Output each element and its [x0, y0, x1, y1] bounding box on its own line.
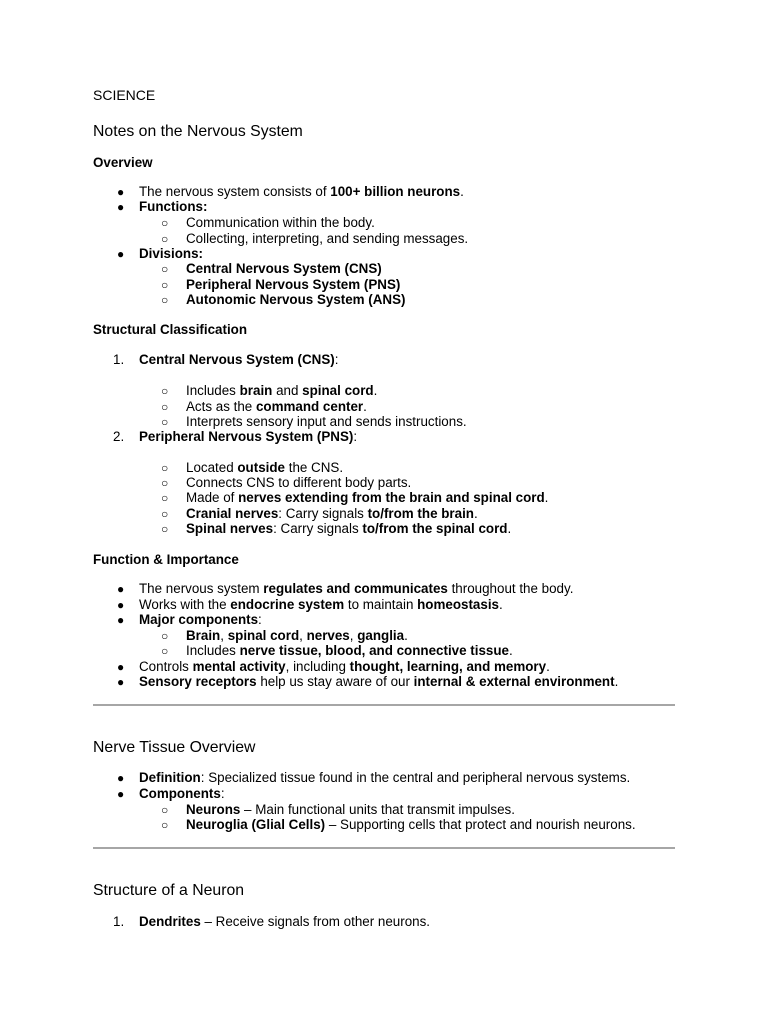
list-item: Functions:	[139, 199, 208, 214]
list-item: Autonomic Nervous System (ANS)	[186, 292, 406, 307]
circle-bullet-icon: ○	[161, 461, 169, 475]
list-item: Neurons – Main functional units that transmit impulses.	[186, 802, 515, 817]
list-item: Major components:	[139, 612, 262, 627]
list-item: Definition: Specialized tissue found in the central and peripheral nervous systems.	[139, 770, 631, 785]
list-item: Controls mental activity, including thought, learning, and memory.	[139, 659, 550, 674]
list-item: Divisions:	[139, 246, 203, 261]
list-item: Components:	[139, 786, 225, 801]
list-number: 1.	[113, 914, 125, 929]
bullet-icon: ●	[117, 660, 125, 674]
bullet-icon: ●	[117, 675, 125, 689]
list-item: Peripheral Nervous System (PNS):	[139, 429, 358, 444]
neuron-title: Structure of a Neuron	[93, 882, 245, 899]
circle-bullet-icon: ○	[161, 818, 169, 832]
circle-bullet-icon: ○	[161, 803, 169, 817]
structural-heading: Structural Classification	[93, 322, 248, 337]
bullet-icon: ●	[117, 771, 125, 785]
list-item: Neuroglia (Glial Cells) – Supporting cells that protect and nourish neurons.	[186, 817, 636, 832]
circle-bullet-icon: ○	[161, 629, 169, 643]
circle-bullet-icon: ○	[161, 216, 169, 230]
list-item: Includes brain and spinal cord.	[186, 383, 378, 398]
list-item: Cranial nerves: Carry signals to/from the brain.	[186, 506, 478, 521]
list-item: Includes nerve tissue, blood, and connective tissue.	[186, 643, 513, 658]
tissue-title: Nerve Tissue Overview	[93, 739, 256, 756]
divider	[93, 847, 675, 849]
list-item: Spinal nerves: Carry signals to/from the spinal cord.	[186, 521, 512, 536]
divider	[93, 704, 675, 706]
circle-bullet-icon: ○	[161, 293, 169, 307]
page-title: Notes on the Nervous System	[93, 123, 303, 140]
overview-heading: Overview	[93, 155, 153, 170]
circle-bullet-icon: ○	[161, 415, 169, 429]
circle-bullet-icon: ○	[161, 278, 169, 292]
circle-bullet-icon: ○	[161, 400, 169, 414]
circle-bullet-icon: ○	[161, 232, 169, 246]
list-item: Central Nervous System (CNS)	[186, 261, 382, 276]
list-item: Works with the endocrine system to maintain homeostasis.	[139, 597, 503, 612]
list-item: Connects CNS to different body parts.	[186, 475, 412, 490]
bullet-icon: ●	[117, 200, 125, 214]
list-item: Collecting, interpreting, and sending messages.	[186, 231, 469, 246]
bullet-icon: ●	[117, 185, 125, 199]
function-heading: Function & Importance	[93, 552, 239, 567]
list-item: Dendrites – Receive signals from other neurons.	[139, 914, 431, 929]
circle-bullet-icon: ○	[161, 522, 169, 536]
bullet-icon: ●	[117, 582, 125, 596]
list-item: Sensory receptors help us stay aware of our internal & external environment.	[139, 674, 619, 689]
list-item: The nervous system consists of 100+ billion neurons.	[139, 184, 464, 199]
circle-bullet-icon: ○	[161, 476, 169, 490]
list-item: Communication within the body.	[186, 215, 375, 230]
list-item: Located outside the CNS.	[186, 460, 344, 475]
list-number: 1.	[113, 352, 125, 367]
bullet-icon: ●	[117, 247, 125, 261]
subject-label: SCIENCE	[93, 87, 156, 103]
list-item: Central Nervous System (CNS):	[139, 352, 339, 367]
circle-bullet-icon: ○	[161, 384, 169, 398]
circle-bullet-icon: ○	[161, 507, 169, 521]
list-item: Interprets sensory input and sends instructions.	[186, 414, 467, 429]
list-item: The nervous system regulates and communicates throughout the body.	[139, 581, 574, 596]
list-item: Made of nerves extending from the brain and spinal cord.	[186, 490, 549, 505]
circle-bullet-icon: ○	[161, 262, 169, 276]
bullet-icon: ●	[117, 787, 125, 801]
list-item: Brain, spinal cord, nerves, ganglia.	[186, 628, 408, 643]
bullet-icon: ●	[117, 613, 125, 627]
circle-bullet-icon: ○	[161, 491, 169, 505]
list-item: Acts as the command center.	[186, 399, 367, 414]
bullet-icon: ●	[117, 598, 125, 612]
circle-bullet-icon: ○	[161, 644, 169, 658]
list-item: Peripheral Nervous System (PNS)	[186, 277, 401, 292]
list-number: 2.	[113, 429, 125, 444]
